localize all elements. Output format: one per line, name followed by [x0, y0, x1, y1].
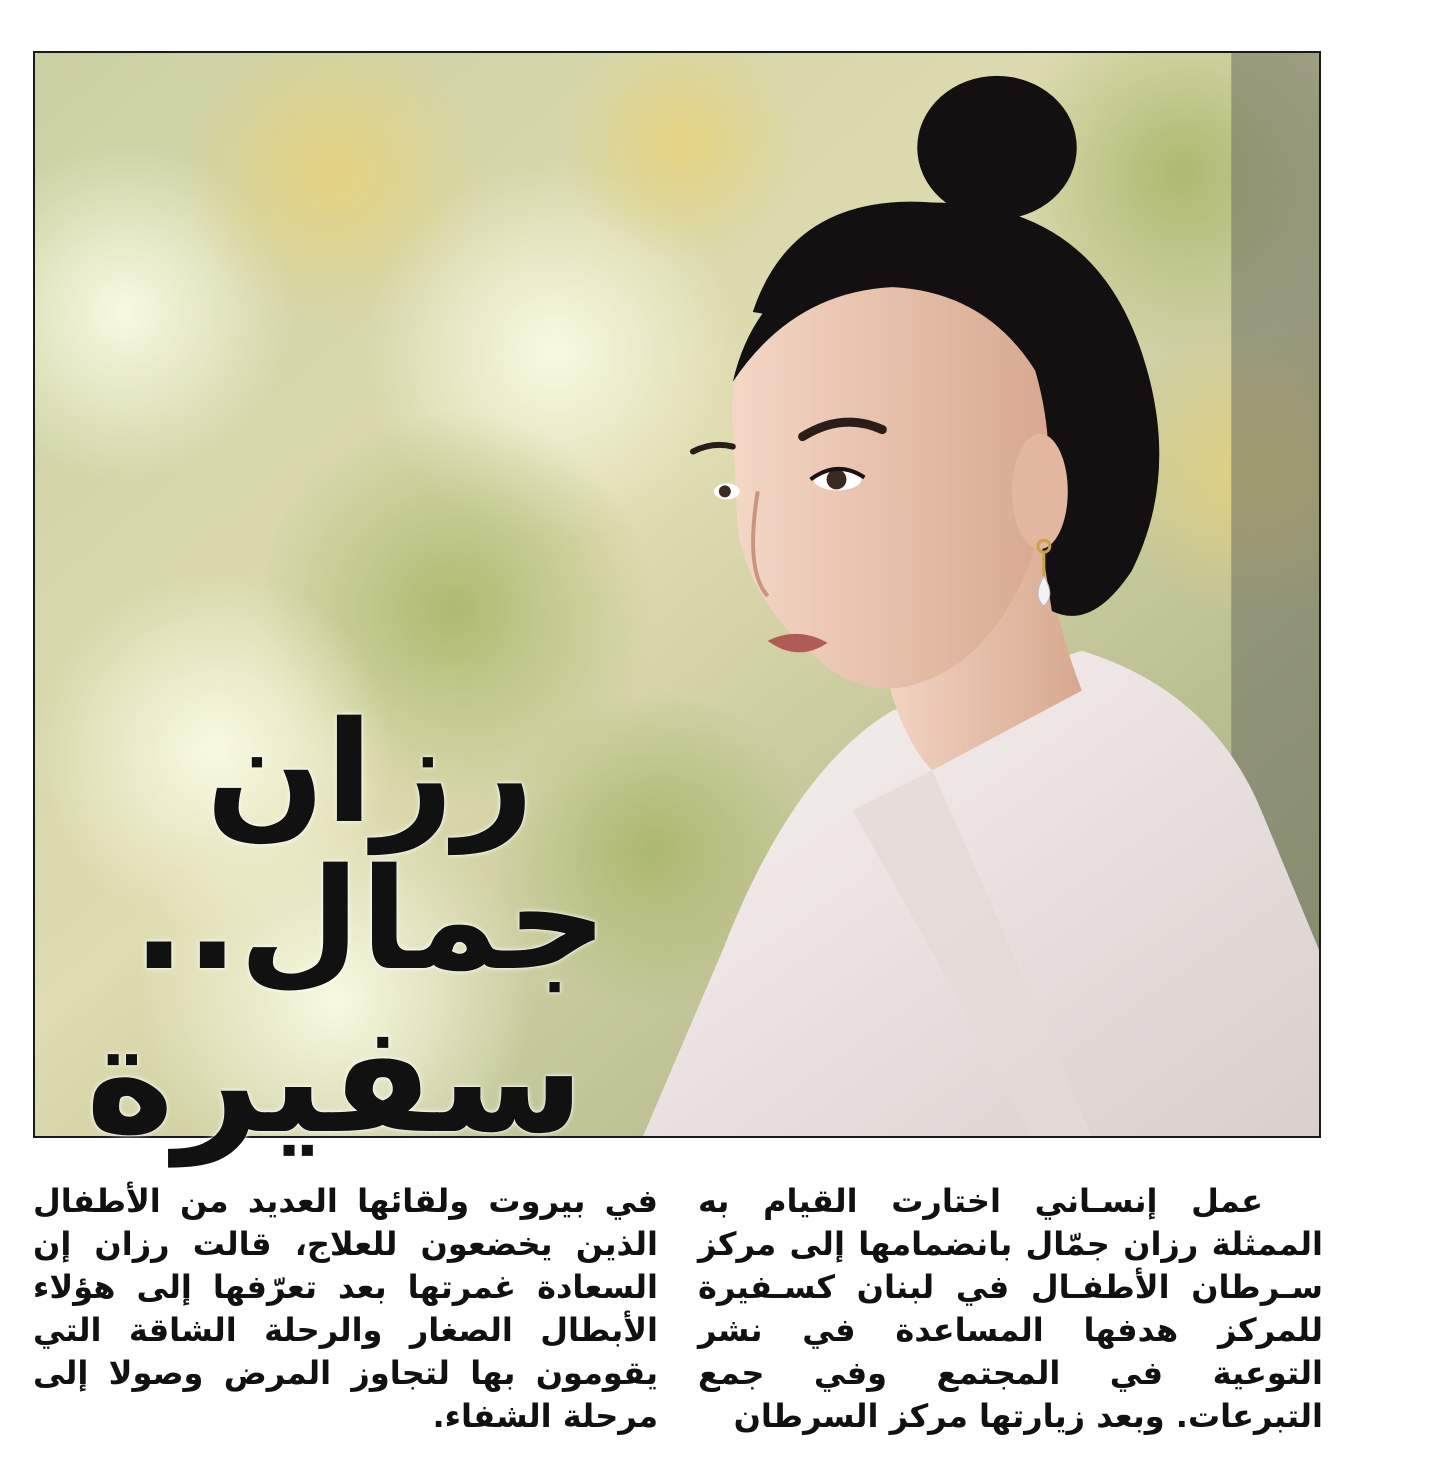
article-column-left: في بيروت ولقائها العديد من الأطفال الذين يخضعون للعلاج، قالت رزان إن السعادة غمرتها بعد تعرّفها إلى هؤلاء الأبطال الصغار والرحلة الشاقة التي يقومون بها لتجاوز المرض وصولا إلى مرحلة الشفاء.: [33, 1182, 658, 1435]
article-column-right: عمل إنسـاني اختارت القيام به الممثلة رزان جمّال بانضمامها إلى مركز سـرطان الأطفـال في لبنان كسـفيرة للمركز هدفها المساعدة في نشر التوعية في المجتمع وفي جمع التبرعات. وبعد زيارتها مركز السرطان: [698, 1182, 1323, 1435]
article-body: [33, 1180, 1323, 1440]
headline-line-2: سفيرة: [85, 993, 585, 1167]
headline-line-1: رزان جمال..: [132, 692, 608, 1002]
headline: [60, 692, 680, 1167]
